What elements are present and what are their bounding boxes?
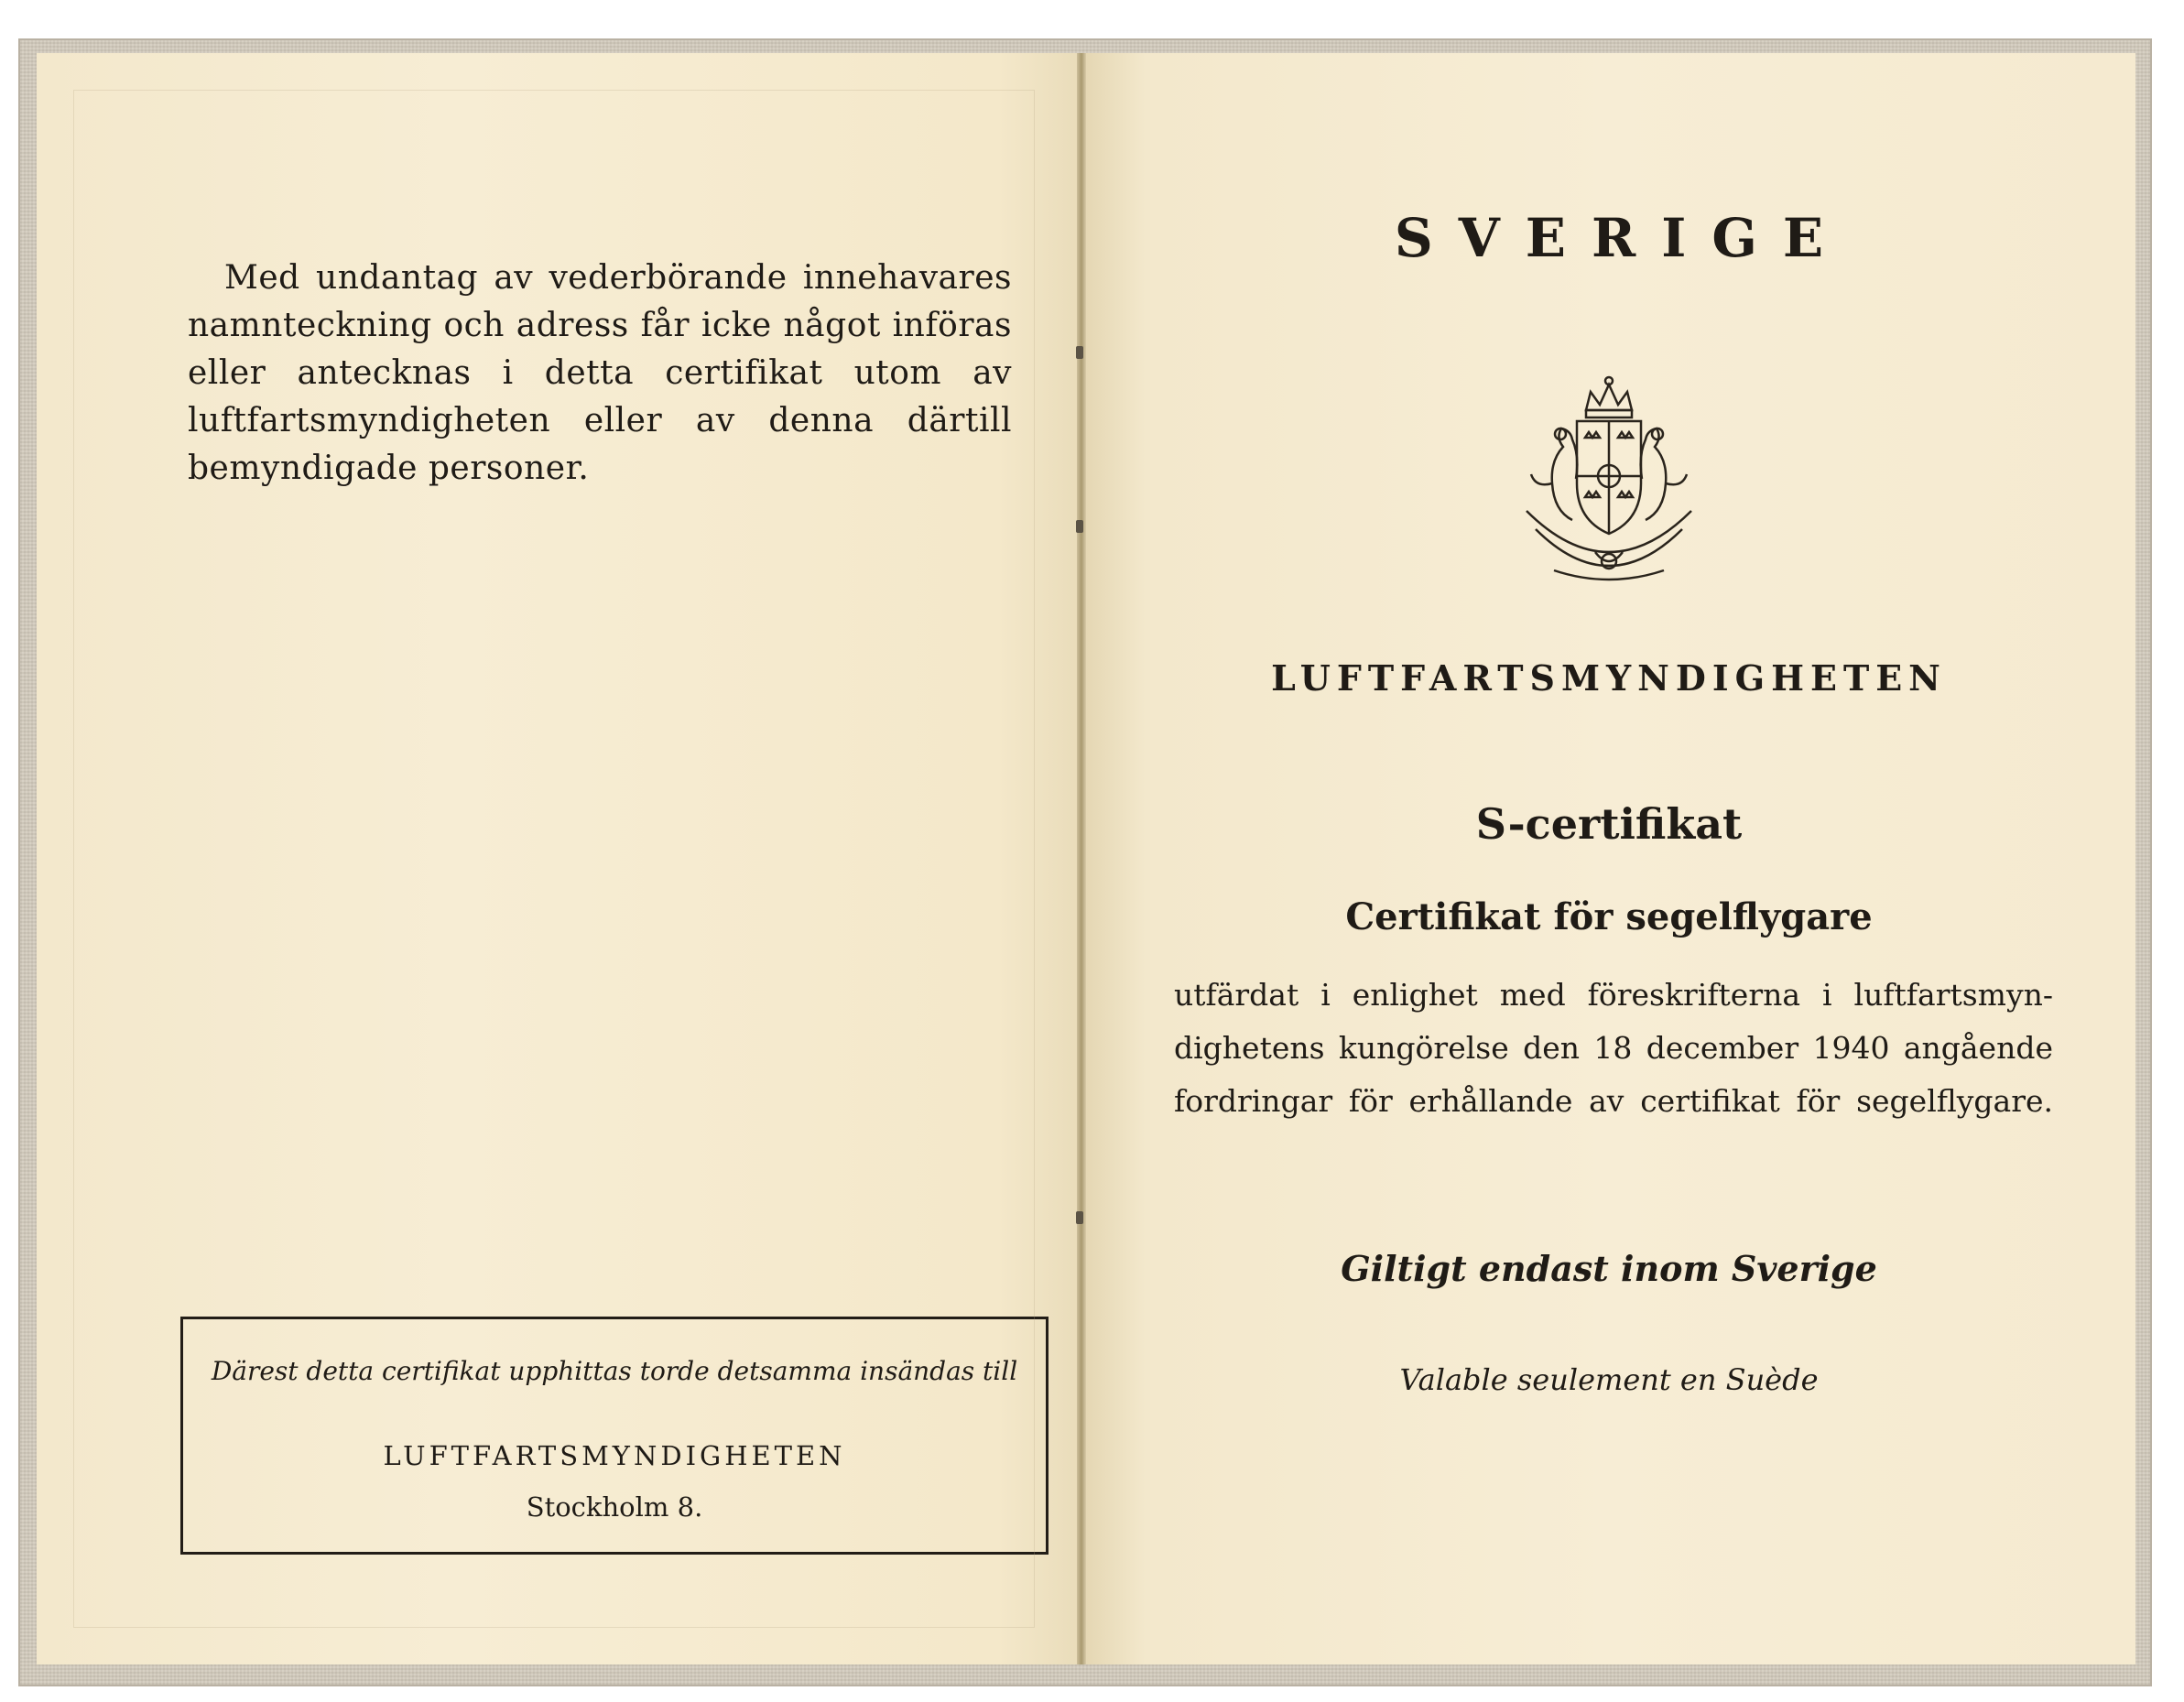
right-page [1082, 53, 2135, 1664]
left-page [37, 53, 1081, 1664]
staple [1076, 1211, 1083, 1224]
certificate-title: S-certifikat [1475, 799, 1743, 849]
staple [1076, 520, 1083, 533]
staple [1076, 346, 1083, 359]
found-return-box [180, 1317, 1049, 1555]
book-spine [1077, 53, 1086, 1664]
certificate-body [1174, 969, 2053, 1128]
certificate-subtitle: Certifikat för segelflygare [1345, 895, 1873, 938]
body-line: fordringar för erhållande av certifikat för segelflygare. [1174, 1083, 2053, 1119]
return-organization: LUFTFARTSMYNDIGHETEN [383, 1440, 846, 1471]
validity-swedish: Giltigt endast inom Sverige [1341, 1248, 1877, 1289]
found-instruction: Därest detta certifikat upphittas torde detsamma insändas till [211, 1356, 1018, 1386]
authority-heading: LUFTFARTSMYNDIGHETEN [1271, 657, 1947, 699]
validity-french: Valable seulement en Suède [1399, 1362, 1819, 1397]
body-line: utfärdat i enlighet med föreskrifterna i luftfartsmyn- [1174, 977, 2053, 1013]
body-line: dighetens kungörelse den 18 december 1940 angående [1174, 1030, 2053, 1066]
return-city: Stockholm 8. [526, 1491, 703, 1523]
swedish-coat-of-arms-icon [1499, 374, 1719, 602]
usage-notice: Med undantag av vederbörande innehavares namnteckning och adress får icke något införas eller antecknas i detta certifikat utom av luftfartsmyndigheten eller av denna därtill bemyndigade personer. [188, 259, 1012, 487]
country-heading: SVERIGE [1394, 207, 1850, 269]
